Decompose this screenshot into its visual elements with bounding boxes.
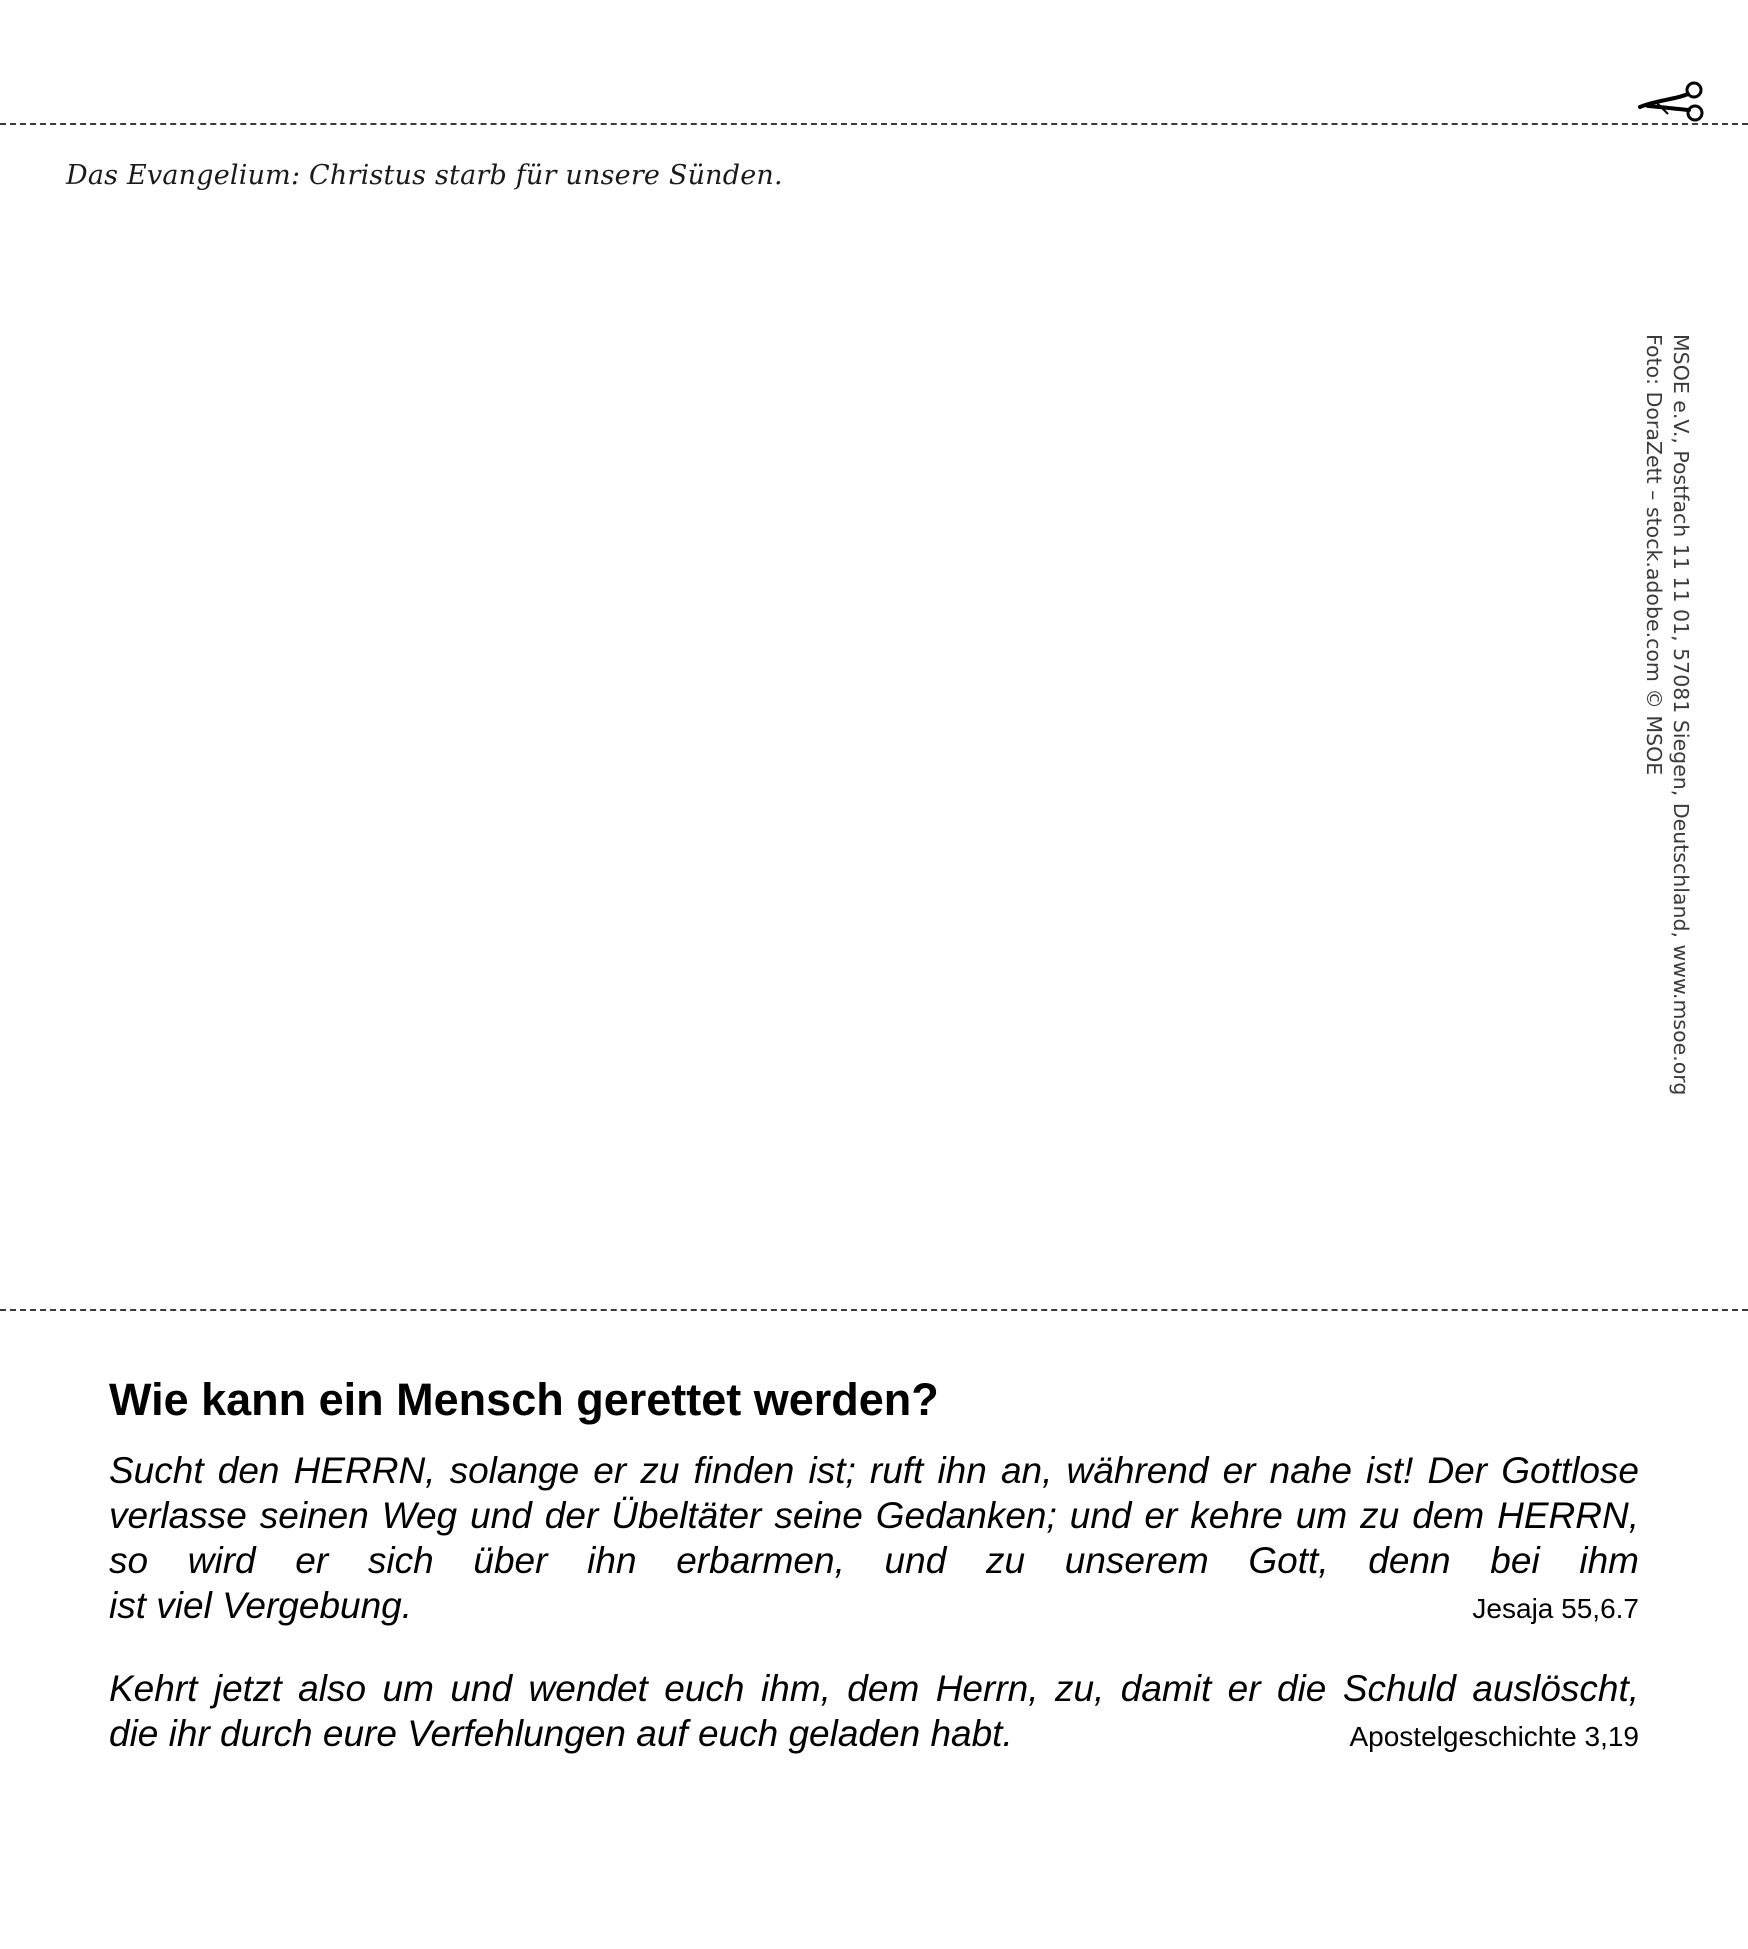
verse-last-line bbox=[109, 1583, 1639, 1631]
imprint-vertical bbox=[1640, 334, 1694, 1095]
verse-text: Kehrt jetzt also um und wendet euch ihm, dem Herrn, zu, damit er die Schuld auslöscht, bbox=[109, 1668, 1639, 1709]
scissors-icon bbox=[1638, 80, 1708, 124]
verse-section bbox=[109, 1372, 1639, 1794]
page-heading: Wie kann ein Mensch gerettet werden? bbox=[109, 1374, 939, 1425]
imprint-photo-credit: Foto: DoraZett – stock.adobe.com © MSOE bbox=[1642, 334, 1666, 776]
verse-last-line bbox=[109, 1711, 1639, 1759]
verse-block-apostelgeschichte bbox=[109, 1666, 1639, 1759]
verse-reference: Jesaja 55,6.7 bbox=[1472, 1593, 1639, 1624]
cut-line-top bbox=[0, 123, 1748, 125]
tagline: Das Evangelium: Christus starb für unsere Sünden. bbox=[66, 160, 783, 191]
cut-line-bottom bbox=[0, 1309, 1748, 1311]
verse-text-end: die ihr durch eure Verfehlungen auf euch geladen habt. bbox=[109, 1713, 1013, 1754]
verse-reference: Apostelgeschichte 3,19 bbox=[1349, 1721, 1639, 1752]
imprint-address: MSOE e.V., Postfach 11 11 01, 57081 Siegen, Deutschland, www.msoe.org bbox=[1669, 334, 1693, 1096]
verse-text-end: ist viel Vergebung. bbox=[109, 1585, 413, 1626]
verse-text: Sucht den HERRN, solange er zu finden ist; ruft ihn an, während er nahe ist! Der Gottlose verlasse seinen Weg und der Übeltäter seine Gedanken; und er kehre um zu dem HERRN, so wird er sich über ihn erbarmen, und zu unserem Gott, denn bei ihm bbox=[109, 1450, 1639, 1581]
verse-block-jesaja bbox=[109, 1448, 1639, 1631]
